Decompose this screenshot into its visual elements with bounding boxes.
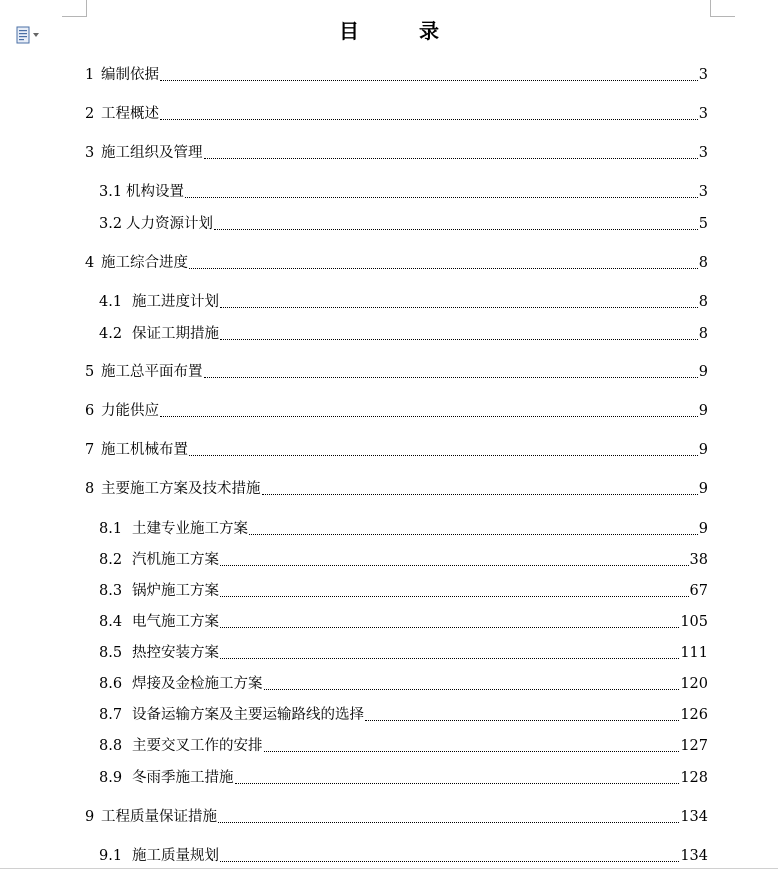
toc-entry-number: 8.9 <box>99 770 123 786</box>
toc-entry-number: 3.2 <box>99 216 123 232</box>
toc-dot-leader <box>249 534 698 535</box>
toc-dot-leader <box>160 80 698 81</box>
toc-entry-page-number: 9 <box>698 442 708 458</box>
toc-entry-label: 施工总平面布置 <box>101 364 203 380</box>
toc-entry-page-number: 9 <box>698 364 708 380</box>
toc-entry[interactable] <box>99 736 708 756</box>
toc-entry-number: 5 <box>85 364 95 380</box>
toc-entry[interactable] <box>85 143 708 163</box>
toc-dot-leader <box>189 268 698 269</box>
toc-entry-number: 3.1 <box>99 184 123 200</box>
toc-entry-number: 1 <box>85 67 95 83</box>
toc-entry-label: 主要施工方案及技术措施 <box>101 481 261 497</box>
toc-entry[interactable] <box>85 479 708 499</box>
toc-entry-number: 8.5 <box>99 645 123 661</box>
toc-dot-leader <box>264 751 680 752</box>
toc-dot-leader <box>220 307 698 308</box>
toc-dot-leader <box>220 627 679 628</box>
toc-entry-label: 工程概述 <box>101 106 159 122</box>
title-char-1: 目 <box>339 19 359 43</box>
toc-entry[interactable] <box>99 643 708 663</box>
toc-entry-page-number: 9 <box>698 403 708 419</box>
toc-entry-number: 9.1 <box>99 848 123 864</box>
toc-entry[interactable] <box>99 612 708 632</box>
toc-entry-page-number: 120 <box>680 676 708 692</box>
toc-entry-page-number: 127 <box>680 738 708 754</box>
toc-entry-number: 7 <box>85 442 95 458</box>
toc-entry-label: 施工进度计划 <box>132 294 219 310</box>
toc-entry-page-number: 38 <box>689 552 708 568</box>
toc-entry[interactable] <box>99 581 708 601</box>
toc-entry-number: 4.1 <box>99 294 123 310</box>
toc-entry-number: 8.4 <box>99 614 123 630</box>
toc-entry-label: 锅炉施工方案 <box>132 583 219 599</box>
toc-entry-page-number: 5 <box>698 216 708 232</box>
toc-entry-page-number: 128 <box>680 770 708 786</box>
toc-entry[interactable] <box>99 519 708 539</box>
toc-entry[interactable] <box>99 214 708 234</box>
toc-dot-leader <box>220 596 689 597</box>
toc-entry-page-number: 134 <box>680 848 708 864</box>
toc-entry-page-number: 67 <box>689 583 708 599</box>
toc-entry-page-number: 126 <box>680 707 708 723</box>
toc-dot-leader <box>185 197 698 198</box>
toc-dot-leader <box>262 494 698 495</box>
toc-entry[interactable] <box>99 324 708 344</box>
toc-entry-label: 设备运输方案及主要运输路线的选择 <box>132 707 364 723</box>
toc-entry-page-number: 3 <box>698 106 708 122</box>
toc-entry-label: 施工机械布置 <box>101 442 188 458</box>
toc-entry[interactable] <box>99 674 708 694</box>
toc-entry-label: 编制依据 <box>101 67 159 83</box>
toc-dot-leader <box>218 822 679 823</box>
toc-entry-label: 汽机施工方案 <box>132 552 219 568</box>
toc-entry-number: 8.2 <box>99 552 123 568</box>
toc-entry[interactable] <box>99 768 708 788</box>
toc-entry-number: 8 <box>85 481 95 497</box>
toc-entry-label: 施工综合进度 <box>101 255 188 271</box>
toc-entry-number: 8.1 <box>99 521 123 537</box>
toc-entry-label: 焊接及金检施工方案 <box>132 676 263 692</box>
toc-entry-label: 工程质量保证措施 <box>101 809 217 825</box>
toc-entry[interactable] <box>85 401 708 421</box>
page-bottom-divider <box>0 868 778 869</box>
toc-dot-leader <box>189 455 698 456</box>
toc-entry[interactable] <box>99 846 708 866</box>
toc-entry-page-number: 8 <box>698 294 708 310</box>
toc-dot-leader <box>235 783 680 784</box>
toc-entry-number: 2 <box>85 106 95 122</box>
toc-entry-page-number: 8 <box>698 255 708 271</box>
toc-dot-leader <box>264 689 680 690</box>
toc-dot-leader <box>220 658 679 659</box>
toc-entry-page-number: 3 <box>698 145 708 161</box>
toc-entry[interactable] <box>99 292 708 312</box>
toc-entry[interactable] <box>85 807 708 827</box>
toc-entry[interactable] <box>99 550 708 570</box>
toc-entry-page-number: 3 <box>698 67 708 83</box>
toc-dot-leader <box>220 565 689 566</box>
toc-entry-number: 9 <box>85 809 95 825</box>
toc-entry-page-number: 9 <box>698 481 708 497</box>
toc-entry-number: 3 <box>85 145 95 161</box>
toc-entry-label: 施工组织及管理 <box>101 145 203 161</box>
toc-entry-page-number: 9 <box>698 521 708 537</box>
toc-entry-page-number: 105 <box>680 614 708 630</box>
title-char-2: 录 <box>419 19 439 43</box>
toc-entry-number: 8.3 <box>99 583 123 599</box>
toc-entry-number: 8.6 <box>99 676 123 692</box>
toc-entry-label: 力能供应 <box>101 403 159 419</box>
toc-entry-page-number: 134 <box>680 809 708 825</box>
toc-entry-page-number: 8 <box>698 326 708 342</box>
toc-entry[interactable] <box>85 440 708 460</box>
toc-entry-label: 保证工期措施 <box>132 326 219 342</box>
toc-entry-label: 机构设置 <box>126 184 184 200</box>
toc-entry[interactable] <box>99 705 708 725</box>
toc-dot-leader <box>220 339 698 340</box>
toc-entry-number: 4 <box>85 255 95 271</box>
toc-entry-page-number: 111 <box>680 645 708 661</box>
toc-dot-leader <box>220 861 679 862</box>
toc-entry-number: 6 <box>85 403 95 419</box>
toc-entry-number: 8.8 <box>99 738 123 754</box>
toc-entry[interactable] <box>85 253 708 273</box>
toc-entry[interactable] <box>85 362 708 382</box>
toc-entry-number: 8.7 <box>99 707 123 723</box>
toc-dot-leader <box>160 416 698 417</box>
toc-dot-leader <box>204 158 698 159</box>
toc-entry-label: 热控安装方案 <box>132 645 219 661</box>
toc-entry[interactable] <box>85 104 708 124</box>
toc-entry-label: 人力资源计划 <box>126 216 213 232</box>
toc-entry-label: 主要交叉工作的安排 <box>132 738 263 754</box>
toc-entry-number: 4.2 <box>99 326 123 342</box>
toc-entry-page-number: 3 <box>698 184 708 200</box>
toc-entry-label: 施工质量规划 <box>132 848 219 864</box>
toc-dot-leader <box>214 229 698 230</box>
toc-entry[interactable] <box>85 65 708 85</box>
toc-entry[interactable] <box>99 182 708 202</box>
toc-entry-label: 冬雨季施工措施 <box>132 770 234 786</box>
toc-dot-leader <box>160 119 698 120</box>
toc-dot-leader <box>204 377 698 378</box>
toc-entry-label: 土建专业施工方案 <box>132 521 248 537</box>
toc-entry-label: 电气施工方案 <box>132 614 219 630</box>
toc-dot-leader <box>365 720 679 721</box>
page-title <box>0 15 778 44</box>
